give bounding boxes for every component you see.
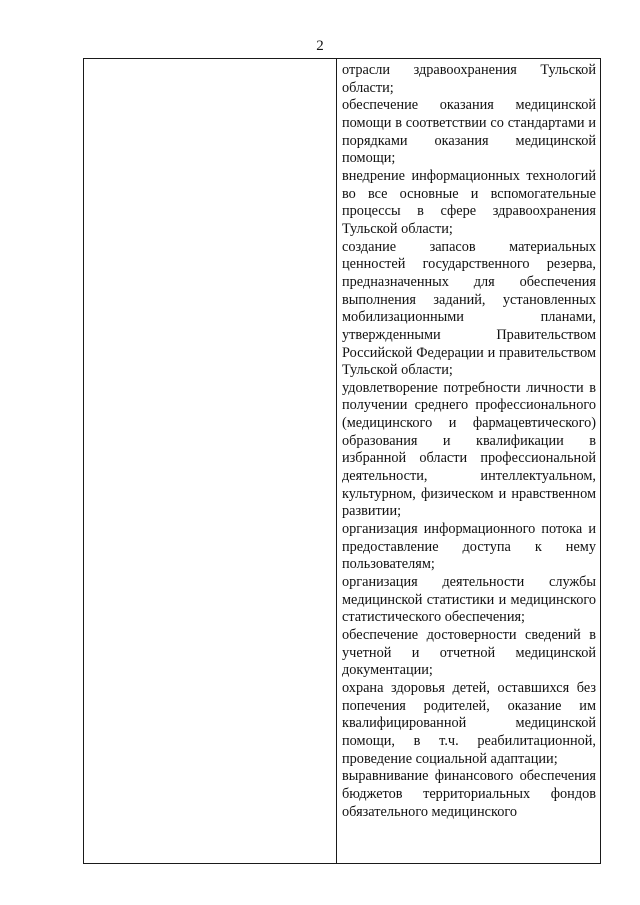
document-table [83,58,601,864]
list-item: внедрение информационных технологий во все основные и вспомогательные процессы в сфере здравоохранения Тульской области; [342,167,596,237]
list-item: выравнивание финансового обеспечения бюджетов территориальных фондов обязательного медицинского [342,768,596,820]
table-right-cell [337,59,600,863]
list-item: создание запасов материальных ценностей государственного резерва, предназначенных для обеспечения выполнения заданий, установленных мобилизационными планами, утвержденными Правительством Российской Федерации и правительством Тульской области; [342,238,596,379]
list-item: обеспечение оказания медицинской помощи в соответствии со стандартами и порядками оказания медицинской помощи; [342,97,596,167]
list-item: удовлетворение потребности личности в получении среднего профессионального (медицинского и фармацевтического) образования и квалификации в избранной области профессиональной деятельности, интеллектуальном, культурном, физическом и нравственном развитии; [342,379,596,520]
list-item: организация деятельности службы медицинской статистики и медицинского статистического обеспечения; [342,574,596,626]
list-item: отрасли здравоохранения Тульской области; [342,62,596,96]
list-item: охрана здоровья детей, оставшихся без попечения родителей, оказание им квалифицированной медицинской помощи, в т.ч. реабилитационной, проведение социальной адаптации; [342,679,596,767]
page-number: 2 [316,38,324,54]
list-item: организация информационного потока и предоставление доступа к нему пользователям; [342,521,596,573]
table-left-cell [84,59,337,863]
list-item: обеспечение достоверности сведений в учетной и отчетной медицинской документации; [342,627,596,679]
